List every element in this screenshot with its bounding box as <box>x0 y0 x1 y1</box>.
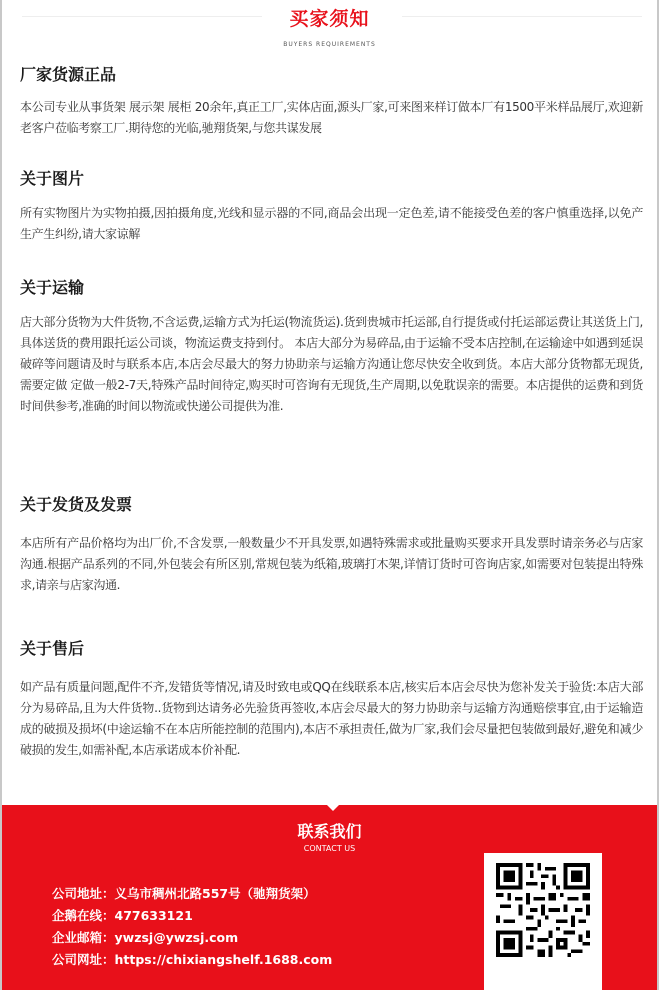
page-title: 买家须知 <box>289 8 370 30</box>
contact-title: 联系我们 <box>297 822 362 841</box>
section-body: 本公司专业从事货架 展示架 展柜 20余年,真正工厂,实体店面,源头厂家,可来图来样订做本厂有1500平米样品展厅,欢迎新老客户莅临考察工厂.期待您的光临,驰翔货架,与您共谋发展 <box>20 100 643 135</box>
section-body: 如产品有质量问题,配件不齐,发错货等情况,请及时致电或QQ在线联系本店,核实后本店会尽快为您补发关于验货:本店大部分为易碎品,且为大件货物..货物到达请务必先验货再签收,本店会尽最大的努力协助亲与运输方沟通赔偿事宜,由于运输造成的破损及损坏(中途运输不在本店所能控制的范围内),本店不承担责任,做为厂家,我们会尽量把包装做到最好,避免和减少破损的发生,如需补配,本店承诺成本价补配. <box>20 680 643 757</box>
qr-code <box>484 853 602 990</box>
section-delivery-invoice <box>20 492 643 596</box>
contact-address: 公司地址：义乌市稠州北路557号（驰翔货架） <box>52 886 316 901</box>
contact-qq: 企鹅在线：477633121 <box>52 908 193 923</box>
section-heading: 厂家货源正品 <box>20 65 117 84</box>
section-body: 店大部分货物为大件货物,不含运费,运输方式为托运(物流货运).货到贵城市托运部,自行提货或付托运部运费让其送货上门,具体送货的费用跟托运公司谈，物流运费支持到付。 本店大部分为易碎品,由于运输不受本店控制,在运输途中如遇到延误破碎等问题请及时与联系本店,本店会尽最大的努力协助亲与运输方沟通让您尽快安全收到货。本店大部分货物都无现货,需要定做 定做一般2-7天,特殊产品时间待定,购买时可咨询有无现货,生产周期,以免耽误亲的需要。本店提供的运费和到货时间供参考,准确的时间以物流或快递公司提供为准. <box>20 315 643 413</box>
footer-notch <box>326 804 340 811</box>
section-about-shipping <box>20 275 643 417</box>
section-heading: 关于发货及发票 <box>20 495 133 514</box>
page-subtitle: BUYERS REQUIREMENTS <box>283 41 376 48</box>
contact-subtitle: CONTACT US <box>303 844 356 853</box>
contact-website[interactable]: 公司网址：https://chixiangshelf.1688.com <box>52 952 333 967</box>
section-body: 本店所有产品价格均为出厂价,不含发票,一般数量少不开具发票,如遇特殊需求或批量购买要求开具发票时请亲务必与店家沟通.根据产品系列的不同,外包装会有所区别,常规包装为纸箱,玻璃打木架,详情订货时可咨询店家,如需要对包装提出特殊求,请亲与店家沟通. <box>20 536 643 592</box>
qr-code-icon <box>496 863 590 957</box>
page-header <box>2 0 657 52</box>
section-about-images <box>20 166 643 245</box>
contact-footer <box>2 805 657 990</box>
section-body: 所有实物图片为实物拍摄,因拍摄角度,光线和显示器的不同,商品会出现一定色差,请不能接受色差的客户慎重选择,以免产生产生纠纷,请大家谅解 <box>20 206 643 241</box>
section-heading: 关于售后 <box>20 639 85 658</box>
section-heading: 关于运输 <box>20 278 85 297</box>
contact-info <box>52 883 332 971</box>
section-genuine-source <box>20 62 643 139</box>
section-after-sales <box>20 636 643 761</box>
section-heading: 关于图片 <box>20 169 85 188</box>
contact-email[interactable]: 企业邮箱：ywzsj@ywzsj.com <box>52 930 239 945</box>
